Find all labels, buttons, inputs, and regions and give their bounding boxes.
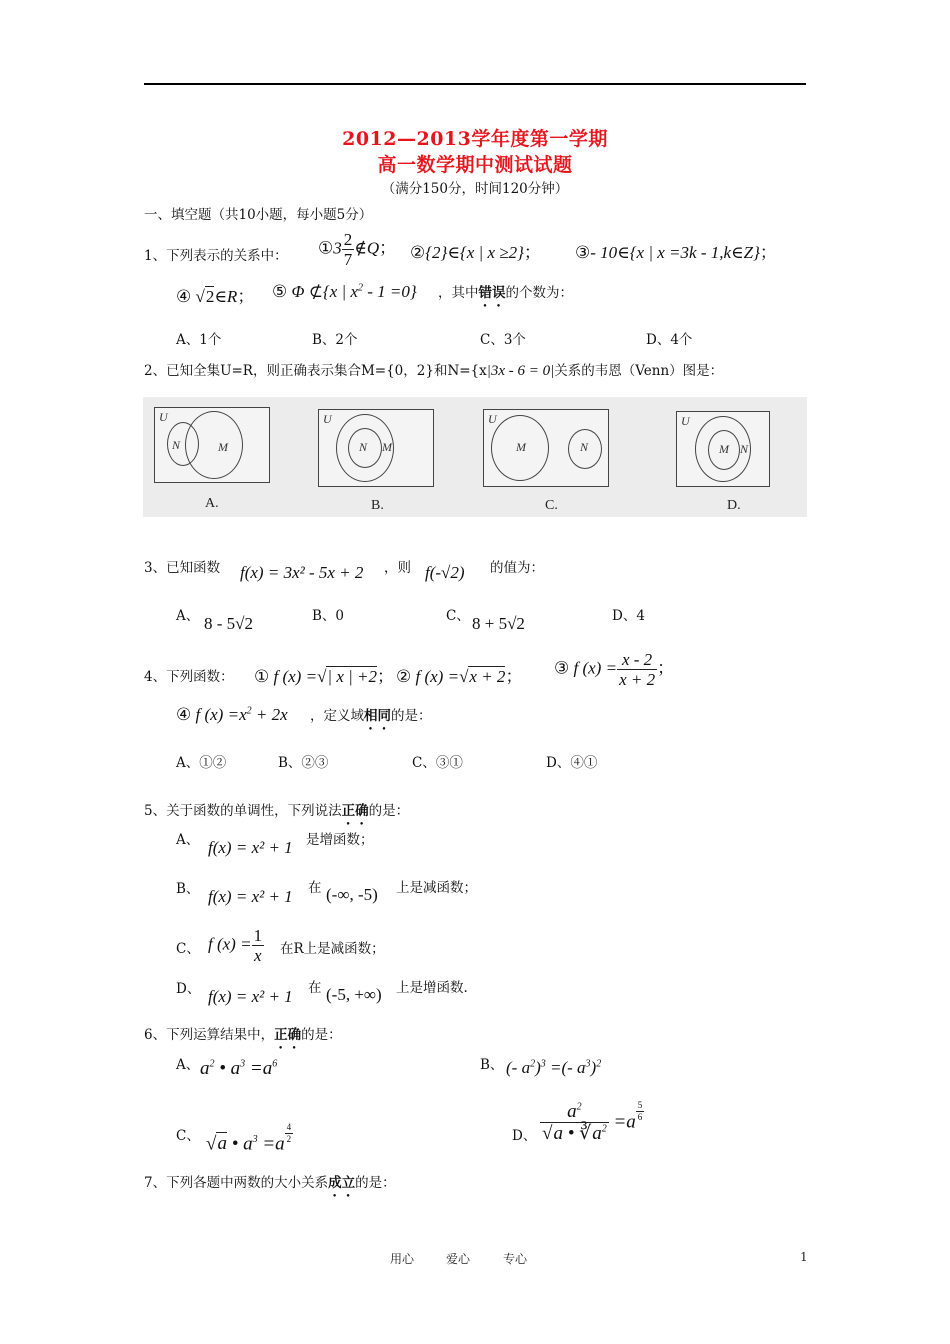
q1-tail: ，其中错误的个数为： [438, 285, 573, 301]
q5-option-b-in: 在 [308, 880, 322, 896]
q5-option-b-interval: (-∞, -5) [326, 885, 378, 904]
q1-option-b: B、2个 [312, 332, 358, 348]
q6-option-d-label: D、 [512, 1128, 537, 1144]
q3-tail: 的值为： [490, 560, 544, 576]
question-6: 6、下列运算结果中，正确的是： [144, 1027, 342, 1043]
question-4: 4、下列函数： [144, 669, 234, 685]
q3-option-a-value: 8 - 5√2 [204, 614, 253, 633]
q3-option-a-label: A、 [176, 608, 200, 624]
q1-item-3: ③- 10∈{x | x =3k - 1,k∈Z}； [575, 243, 777, 262]
q3-option-c-label: C、 [446, 608, 470, 624]
q5-option-d-text: 上是增函数. [396, 980, 468, 996]
venn-b-universe: U N M [318, 409, 434, 487]
q1-option-a: A、1个 [176, 332, 222, 348]
exam-info: （满分150分，时间120分钟） [381, 181, 569, 197]
q4-item-1: ① f (x) =√| x | +2； [254, 667, 395, 686]
q4-option-a: A、①② [176, 755, 227, 771]
venn-b-caption: B. [371, 498, 384, 513]
venn-d-caption: D. [727, 498, 741, 513]
venn-c-caption: C. [545, 498, 558, 513]
page-title-line2: 高一数学期中测试试题 [377, 154, 573, 176]
venn-a-caption: A. [205, 496, 219, 511]
q1-option-c: C、3个 [480, 332, 526, 348]
q4-tail: ，定义域相同的是： [310, 708, 432, 724]
q5-option-d-label: D、 [176, 981, 201, 997]
q5-option-b-text: 上是减函数； [396, 880, 477, 896]
q5-option-a-text: 是增函数； [306, 832, 374, 848]
footer-motto-2: 爱心 [446, 1252, 471, 1266]
q3-option-c-value: 8 + 5√2 [472, 614, 525, 633]
question-1: 1、下列表示的关系中： [144, 248, 288, 264]
venn-a-universe: U N M [154, 407, 270, 483]
page-number: 1 [800, 1250, 808, 1264]
q5-option-b-func: f(x) = x² + 1 [208, 887, 293, 906]
q1-item-4: ④ √2∈R； [176, 287, 255, 306]
header-rule [144, 83, 806, 85]
q1-item-1: ①3 $\frac{2}{7}$ ∉Q； [318, 230, 397, 269]
q4-item-3: ③ f (x) = $\frac{x - 2}{x + 2}$ ； [554, 650, 675, 689]
q5-option-d-in: 在 [308, 980, 322, 996]
q5-option-a-func: f(x) = x² + 1 [208, 838, 293, 857]
q3-option-d: D、4 [612, 608, 645, 624]
q5-option-b-label: B、 [176, 881, 200, 897]
q5-option-c-text: 在R上是减函数； [280, 941, 385, 957]
q1-item-5: ⑤ Φ ⊄{x | $x^2 - 1 =0$} [272, 282, 417, 301]
footer-motto-3: 专心 [503, 1252, 528, 1266]
q5-option-c-func: f (x) = $\frac{1}{x}$ [208, 926, 263, 965]
q3-mid: ，则 [384, 560, 411, 576]
q6-option-b-expr: (- $a^2)^3$ =(- $a^3)^2$ [506, 1058, 602, 1077]
q5-option-d-interval: (-5, +∞) [326, 985, 382, 1004]
q6-option-d-expr: $\frac{a^2}{√a • ∛a^2}$ =a $\frac{5}{6}$ [542, 1100, 643, 1145]
question-7: 7、下列各题中两数的大小关系成立的是： [144, 1175, 396, 1191]
q4-item-2: ② f (x) =√x + 2； [396, 667, 523, 686]
q6-option-b-label: B、 [480, 1057, 504, 1073]
q6-option-a-expr: $a^2$ • $a^3 =a^6$ [200, 1058, 278, 1079]
q4-option-d: D、④① [546, 755, 598, 771]
question-2: 2、已知全集U=R，则正确表示集合M={0，2}和N={x|3x - 6 = 0|关系的韦恩（Venn）图是： [144, 363, 724, 379]
question-5: 5、关于函数的单调性，下列说法正确的是： [144, 803, 410, 819]
venn-diagram-strip [143, 397, 807, 517]
footer-motto-1: 用心 [390, 1252, 415, 1266]
venn-d-universe: U M N [676, 411, 770, 487]
q5-option-a-label: A、 [176, 832, 200, 848]
q4-item-4: ④ f $(x) =x^2 + 2x$ [176, 705, 288, 724]
q3-argument: f(-√2) [425, 563, 465, 582]
section-heading: 一、填空题（共10小题，每小题5分） [144, 207, 373, 223]
q3-function: f(x) = 3x² - 5x + 2 [240, 563, 364, 582]
venn-c-universe: U M N [483, 409, 609, 487]
q1-option-d: D、4个 [646, 332, 693, 348]
q6-option-a-label: A、 [176, 1057, 200, 1073]
q4-option-c: C、③① [412, 755, 463, 771]
q5-option-c-label: C、 [176, 941, 200, 957]
q4-option-b: B、②③ [278, 755, 329, 771]
venn-a-set-m [185, 411, 243, 479]
q6-option-c-expr: √a • $a^3 =a$ $\frac{4}{2}$ [206, 1122, 292, 1155]
question-3: 3、已知函数 [144, 560, 221, 576]
page-title-line1: 2012—2013学年度第一学期 [342, 128, 608, 150]
q3-option-b: B、0 [312, 608, 345, 624]
q5-option-d-func: f(x) = x² + 1 [208, 987, 293, 1006]
q1-item-2: ②{2}∈{x | x ≥2}； [410, 243, 541, 262]
q6-option-c-label: C、 [176, 1128, 200, 1144]
